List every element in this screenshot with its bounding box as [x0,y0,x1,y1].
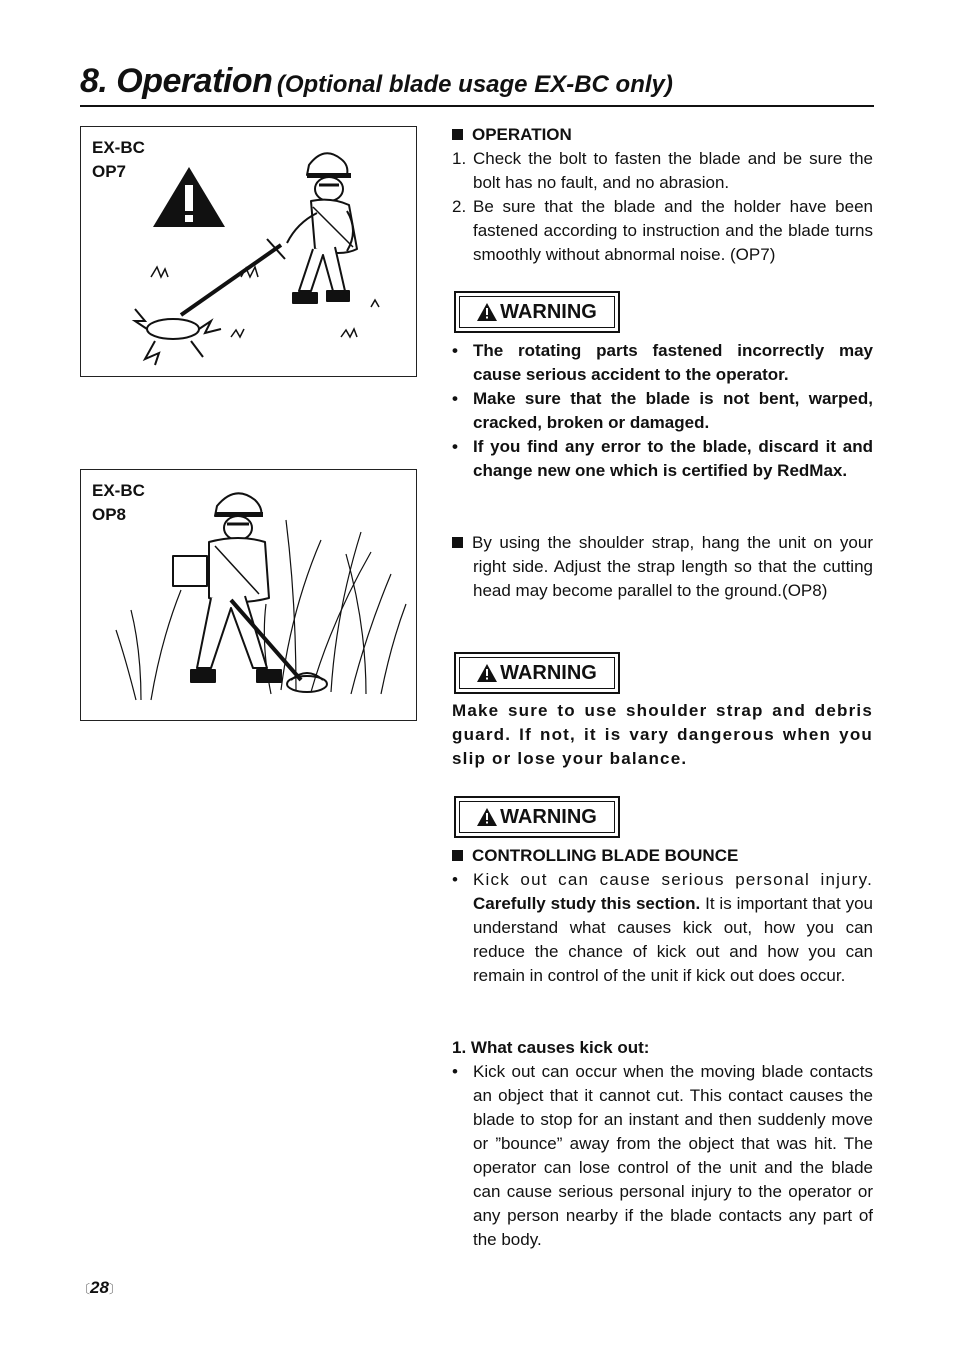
operation-step: 2. Be sure that the blade and the holder have been fastened according to instruction and the blade turns smoothly without abnormal noise. (OP7) [452,197,873,264]
figure-op8-label: EX-BC OP8 [92,481,145,524]
figure-op7 [80,126,417,377]
strap-paragraph: By using the shoulder strap, hang the unit on your right side. Adjust the strap length so that the cutting head may become parallel to the ground.(OP8) [452,531,873,603]
blade-bounce-heading: CONTROLLING BLADE BOUNCE [452,844,873,868]
warning-triangle-icon [153,167,225,227]
warning-label: WARNING [500,300,597,323]
operation-heading: OPERATION [452,123,873,147]
warning-label: WARNING [500,661,597,684]
operation-section [452,123,873,267]
page-title [80,62,874,107]
warning-triangle-icon [477,808,497,826]
warning-label: WARNING [500,805,597,828]
kick-out-heading: 1. What causes kick out: [452,1038,650,1057]
kick-out-item: • Kick out can occur when the moving blade contacts an object that it cannot cut. This contact causes the blade to stop for an instant and then suddenly move or ”bounce” away from the object that was hit. The operator can lose control of the unit and the blade can cause serious personal injury to the operator or any person nearby if the blade contacts any part of the body. [452,1062,873,1249]
warning-triangle-icon [477,303,497,321]
warning-1-item: • If you find any error to the blade, discard it and change new one which is certified by RedMax. [452,437,873,480]
title-sub: (Optional blade usage EX-BC only) [276,71,673,98]
warning-1-item: • The rotating parts fastened incorrectly may cause serious accident to the operator. [452,341,873,384]
warning-triangle-icon [477,664,497,682]
blade-bounce-section [452,844,873,988]
strap-paragraph-block [452,531,873,603]
blade-bounce-intro: • Kick out can cause serious personal injury. Carefully study this section. It is important that you understand what causes kick out, how you can reduce the chance of kick out and how you can remain in control of the unit if kick out does occur. [452,870,873,985]
operator-figure [287,153,357,303]
warning-operator-illustration [81,127,418,378]
warning-box-1 [454,291,620,333]
warning-box-2 [454,652,620,694]
page-number: 〔28〕 [78,1278,121,1297]
warning-2-text: Make sure to use shoulder strap and debris guard. If not, it is vary dangerous when you slip or lose your balance. [452,701,873,768]
figure-op8 [80,469,417,721]
title-main: 8. Operation [80,62,273,100]
brushcutter-figure [135,239,285,365]
warning-1-item: • Make sure that the blade is not bent, warped, cracked, broken or damaged. [452,389,873,432]
warning-box-3 [454,796,620,838]
kick-out-section [452,1036,873,1252]
figure-op7-label: EX-BC OP7 [92,138,145,181]
strap-operator-illustration [81,470,418,722]
warning-1-list [452,339,873,483]
operation-step: 1. Check the bolt to fasten the blade and be sure the bolt has no fault, and no abrasion. [452,149,873,192]
